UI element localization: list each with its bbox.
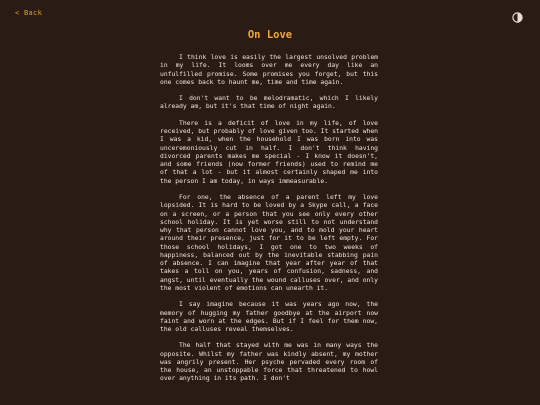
article-body (160, 54, 378, 392)
article-paragraph: For one, the absence of a parent left my love lopsided. It is hard to be loved by a Skype call, a face on a screen, or a person that you see only every other school holiday. It is yet worse still to not understand why that person cannot love you, and to mold your heart around their presence, just for it to be left empty. For those school holidays, I got one to two weeks of happiness, balanced out by the inevitable stabbing pain of absence. I can imagine that year after year of that takes a toll on you, years of confusion, sadness, and angst, until eventually the wound calluses over, and only the most violent of emotions can unearth it. (160, 194, 378, 292)
article-paragraph: The half that stayed with me was in many ways the opposite. Whilst my father was kindly absent, my mother was angrily present. Her psyche pervaded every room of the house, an unstoppable force that threatened to howl over anything in its path. I don't (160, 342, 378, 383)
article-paragraph: I don't want to be melodramatic, which I likely already am, but it's that time of night again. (160, 95, 378, 111)
article-paragraph: I say imagine because it was years ago now, the memory of hugging my father goodbye at the airport now faint and worn at the edges. But if I feel for them now, the old calluses reveal themselves. (160, 301, 378, 333)
half-moon-contrast-icon (512, 12, 523, 23)
theme-toggle-button[interactable] (512, 8, 523, 19)
page-title: On Love (247, 29, 293, 41)
article-paragraph: There is a deficit of love in my life, of love received, but probably of love given too. It started when I was a kid, when the household I was born into was unceremoniously cut in half. I don't think having divorced parents makes me special - I know it doesn't, and some friends (now former friends) used to remind me of that a lot - but it almost certainly shaped me into the person I am today, in ways immeasurable. (160, 119, 378, 185)
top-bar (0, 0, 540, 26)
article-paragraph: I think love is easily the largest unsolved problem in my life. It looms over me every day like an unfulfilled promise. Some promises you forget, but this one comes back to haunt me, time and time again. (160, 54, 378, 86)
back-link[interactable]: < Back (15, 9, 43, 17)
